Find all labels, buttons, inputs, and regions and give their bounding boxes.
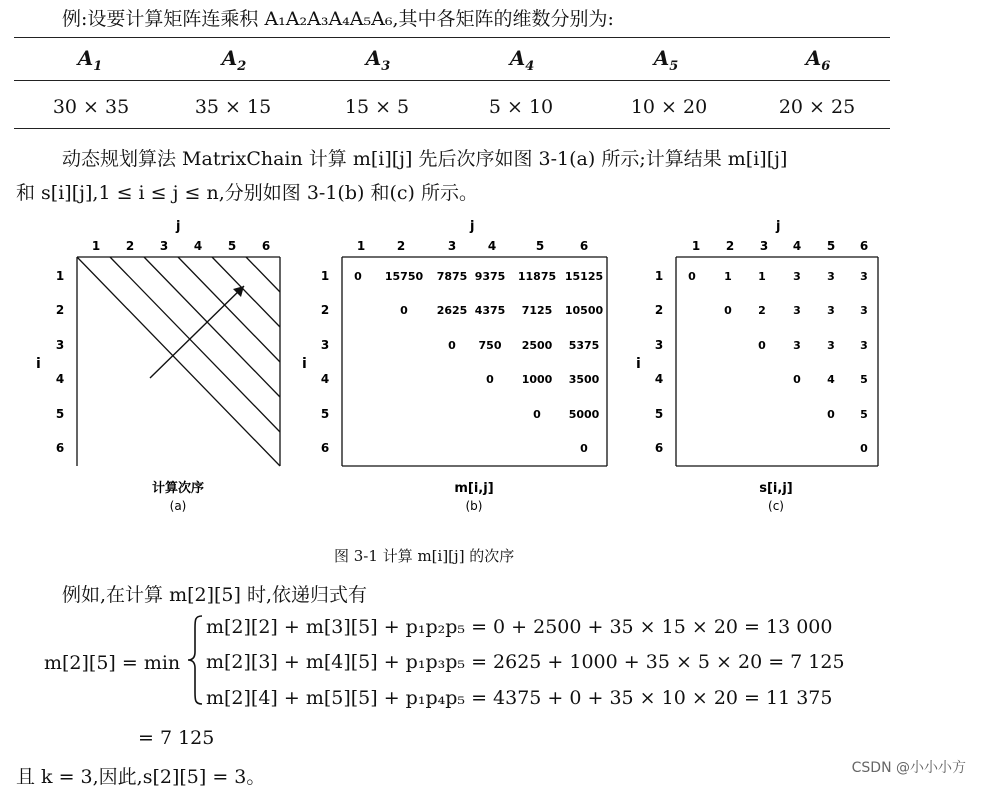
matrix-dims-3: 15 × 5	[344, 96, 410, 118]
panel-a-main-diagonal	[77, 257, 280, 466]
panel-b-col-label-5: 5	[535, 239, 545, 253]
matrix-header-6: $A_6$	[805, 46, 831, 74]
matrix-cell: 0	[793, 373, 801, 386]
matrix-header-5: $A_5$	[653, 46, 679, 74]
matrix-cell: 3	[793, 270, 801, 283]
panel-c-row-label-6: 6	[654, 441, 664, 455]
figure-panel-a	[36, 219, 280, 513]
formula-lhs: m[2][5] = min	[44, 652, 181, 674]
matrix-cell: 11875	[517, 270, 557, 283]
matrix-cell: 0	[758, 339, 766, 352]
panel-a-col-label-3: 3	[159, 239, 169, 253]
panel-b-col-label-1: 1	[356, 239, 366, 253]
matrix-cell: 4375	[474, 304, 506, 317]
matrix-cell: 0	[533, 408, 541, 421]
matrix-cell: 0	[827, 408, 835, 421]
panel-a-row-label-4: 4	[55, 372, 65, 386]
matrix-cell: 0	[580, 442, 588, 455]
matrix-cell: 2	[758, 304, 766, 317]
table-mid-rule	[14, 80, 890, 81]
matrix-cell: 15125	[564, 270, 604, 283]
matrix-cell: 3	[827, 304, 835, 317]
panel-b-row-label-4: 4	[320, 372, 330, 386]
panel-c-row-label-4: 4	[654, 372, 664, 386]
panel-a-order-arrow	[150, 286, 244, 378]
panel-b-title: m[i,j]	[454, 481, 494, 496]
paragraph-line-2: 和 s[i][j],1 ≤ i ≤ j ≤ n,分别如图 3-1(b) 和(c) 所示。	[16, 182, 478, 204]
formula-case-3: m[2][4] + m[5][5] + p₁p₄p₅ = 4375 + 0 + 35 × 10 × 20 = 11 375	[206, 687, 833, 709]
matrix-header-3: $A_3$	[365, 46, 391, 74]
matrix-cell: 3	[860, 304, 868, 317]
matrix-cell: 5000	[568, 408, 600, 421]
matrix-cell: 3	[860, 270, 868, 283]
panel-a-diagonal-4	[178, 257, 280, 362]
panel-c-title: s[i,j]	[759, 481, 793, 496]
figure-panel-b	[302, 219, 607, 513]
matrix-dims-1: 30 × 35	[52, 96, 130, 118]
panel-a-i-label: i	[36, 356, 41, 372]
matrix-header-1: $A_1$	[77, 46, 103, 74]
panel-b-j-label: j	[470, 219, 475, 234]
panel-b-row-label-3: 3	[320, 338, 330, 352]
panel-a-col-label-6: 6	[261, 239, 271, 253]
panel-a-row-label-5: 5	[55, 407, 65, 421]
panel-b-row-label-5: 5	[320, 407, 330, 421]
panel-b-col-label-4: 4	[487, 239, 497, 253]
matrix-cell: 9375	[474, 270, 506, 283]
panel-c-col-label-6: 6	[859, 239, 869, 253]
panel-b-row-label-6: 6	[320, 441, 330, 455]
matrix-cell: 5	[860, 408, 868, 421]
panel-a-col-label-1: 1	[91, 239, 101, 253]
matrix-cell: 0	[486, 373, 494, 386]
formula-brace-icon	[186, 614, 206, 706]
matrix-cell: 4	[827, 373, 835, 386]
matrix-cell: 2500	[521, 339, 553, 352]
matrix-cell: 3	[827, 270, 835, 283]
matrix-cell: 1000	[521, 373, 553, 386]
panel-b-col-label-3: 3	[447, 239, 457, 253]
panel-c-col-label-4: 4	[792, 239, 802, 253]
matrix-cell: 3	[793, 304, 801, 317]
panel-a-row-label-2: 2	[55, 303, 65, 317]
panel-a-row-label-6: 6	[55, 441, 65, 455]
matrix-cell: 3500	[568, 373, 600, 386]
matrix-dims-6: 20 × 25	[778, 96, 856, 118]
matrix-cell: 5375	[568, 339, 600, 352]
matrix-cell: 15750	[384, 270, 424, 283]
panel-b-tag: (b)	[465, 499, 483, 513]
panel-c-col-label-1: 1	[691, 239, 701, 253]
panel-a-diagonal-6	[246, 257, 280, 292]
matrix-cell: 3	[827, 339, 835, 352]
conclusion-text: 且 k = 3,因此,s[2][5] = 3。	[16, 766, 266, 788]
panel-c-i-label: i	[636, 356, 641, 372]
panel-c-col-label-3: 3	[759, 239, 769, 253]
matrix-header-2: $A_2$	[221, 46, 247, 74]
matrix-dims-5: 10 × 20	[630, 96, 708, 118]
formula-case-2: m[2][3] + m[4][5] + p₁p₃p₅ = 2625 + 1000 + 35 × 5 × 20 = 7 125	[206, 651, 845, 673]
panel-c-row-label-3: 3	[654, 338, 664, 352]
panel-a-j-label: j	[176, 219, 181, 234]
matrix-cell: 3	[860, 339, 868, 352]
panel-a-col-label-4: 4	[193, 239, 203, 253]
panel-a-row-label-3: 3	[55, 338, 65, 352]
panel-b-col-label-6: 6	[579, 239, 589, 253]
figure-3-1	[0, 210, 984, 520]
matrix-cell: 10500	[564, 304, 604, 317]
matrix-cell: 3	[793, 339, 801, 352]
panel-b-i-label: i	[302, 356, 307, 372]
matrix-cell: 0	[688, 270, 696, 283]
matrix-cell: 0	[448, 339, 456, 352]
panel-a-diagonal-5	[212, 257, 280, 327]
panel-c-j-label: j	[776, 219, 781, 234]
panel-c-col-label-2: 2	[725, 239, 735, 253]
matrix-header-4: $A_4$	[509, 46, 535, 74]
matrix-cell: 0	[724, 304, 732, 317]
panel-c-col-label-5: 5	[826, 239, 836, 253]
matrix-cell: 750	[478, 339, 502, 352]
panel-c-tag: (c)	[768, 499, 784, 513]
figure-caption: 图 3-1 计算 m[i][j] 的次序	[334, 547, 515, 565]
table-top-rule	[14, 37, 890, 38]
panel-c-row-label-1: 1	[654, 269, 664, 283]
matrix-dims-2: 35 × 15	[194, 96, 272, 118]
panel-a-diagonal-3	[144, 257, 280, 397]
matrix-cell: 2625	[436, 304, 468, 317]
table-bottom-rule	[14, 128, 890, 129]
matrix-cell: 5	[860, 373, 868, 386]
matrix-cell: 1	[724, 270, 732, 283]
matrix-cell: 1	[758, 270, 766, 283]
matrix-cell: 7875	[436, 270, 468, 283]
panel-a-row-label-1: 1	[55, 269, 65, 283]
panel-a-diagonal-2	[110, 257, 280, 432]
example-intro: 例如,在计算 m[2][5] 时,依递归式有	[62, 584, 368, 606]
panel-b-col-label-2: 2	[396, 239, 406, 253]
panel-a-tag: (a)	[169, 499, 187, 513]
figure-panel-c	[636, 219, 878, 513]
matrix-cell: 7125	[521, 304, 553, 317]
watermark: CSDN @小小小方	[851, 760, 966, 776]
panel-b-row-label-1: 1	[320, 269, 330, 283]
matrix-dims-4: 5 × 10	[488, 96, 554, 118]
formula-case-1: m[2][2] + m[3][5] + p₁p₂p₅ = 0 + 2500 + 35 × 15 × 20 = 13 000	[206, 616, 833, 638]
intro-text: 例:设要计算矩阵连乘积 A₁A₂A₃A₄A₅A₆,其中各矩阵的维数分别为:	[62, 8, 614, 30]
panel-a-col-label-5: 5	[227, 239, 237, 253]
panel-b-row-label-2: 2	[320, 303, 330, 317]
matrix-cell: 0	[400, 304, 408, 317]
panel-a-col-label-2: 2	[125, 239, 135, 253]
matrix-cell: 0	[860, 442, 868, 455]
formula-result: = 7 125	[138, 727, 215, 749]
panel-a-title: 计算次序	[151, 481, 205, 496]
matrix-cell: 0	[354, 270, 362, 283]
panel-c-row-label-2: 2	[654, 303, 664, 317]
panel-c-row-label-5: 5	[654, 407, 664, 421]
paragraph-line-1: 动态规划算法 MatrixChain 计算 m[i][j] 先后次序如图 3-1(a) 所示;计算结果 m[i][j]	[62, 148, 788, 170]
